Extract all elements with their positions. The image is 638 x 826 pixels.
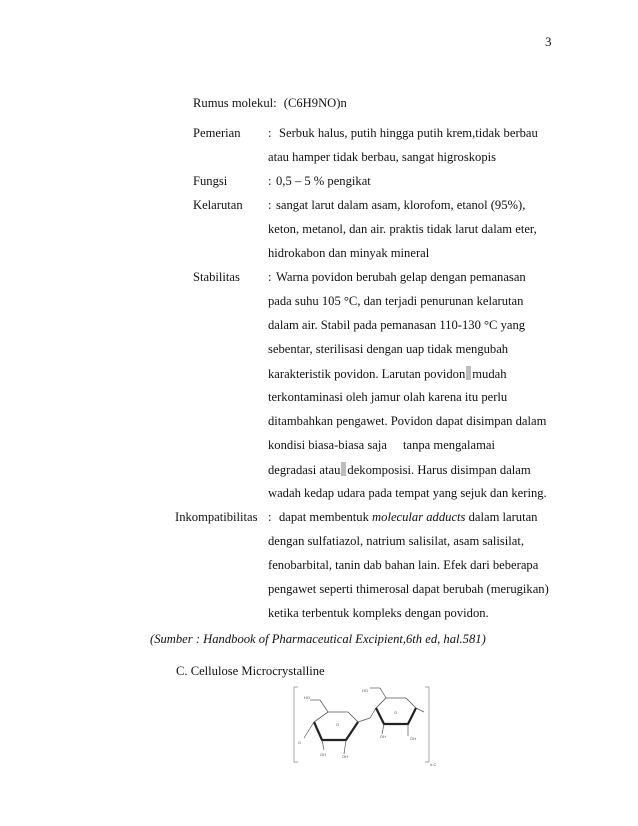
stabilitas-line-5-a: karakteristik povidon. Larutan povidon bbox=[268, 367, 466, 381]
label-oh-mid: OH bbox=[380, 734, 386, 739]
inkompatibilitas-line-5: ketika terbentuk kompleks dengan povidon. bbox=[268, 606, 489, 620]
formula-row bbox=[193, 96, 347, 111]
inkompatibilitas-line-3: fenobarbital, tanin dab bahan lain. Efek dari beberapa bbox=[268, 558, 539, 572]
cellulose-structure-diagram bbox=[284, 682, 444, 772]
inkompatibilitas-line-1-italic: molecular adducts bbox=[372, 510, 466, 524]
stabilitas-line-1: Warna povidon berubah gelap dengan pemanasan bbox=[276, 270, 526, 284]
stabilitas-line-8b: tanpa mengalamai bbox=[403, 438, 495, 452]
inkompatibilitas-line-2: dengan sulfatiazol, natrium salisilat, asam salisilat, bbox=[268, 534, 525, 548]
stabilitas-line-9-a: degradasi atau bbox=[268, 463, 341, 477]
stabilitas-line-5-b: mudah bbox=[472, 367, 507, 381]
label-nc: n-C bbox=[430, 762, 437, 767]
fungsi-value: 0,5 – 5 % pengikat bbox=[276, 174, 371, 188]
highlight-mark bbox=[466, 366, 471, 380]
label-oh-left: OH bbox=[320, 752, 326, 757]
stabilitas-line-6: terkontaminasi oleh jamur olah karena itu perlu bbox=[268, 390, 508, 404]
formula-label: Rumus molekul: bbox=[193, 96, 277, 110]
stabilitas-line-3: dalam air. Stabil pada pemanasan 110-130 °C yang bbox=[268, 318, 526, 332]
kelarutan-line-3: hidrokabon dan minyak mineral bbox=[268, 246, 430, 260]
stabilitas-colon: : bbox=[268, 270, 272, 284]
inkompatibilitas-line-1-post: dalam larutan bbox=[468, 510, 538, 524]
label-oh-bottom: OH bbox=[342, 754, 348, 759]
kelarutan-line-2: keton, metanol, dan air. praktis tidak larut dalam eter, bbox=[268, 222, 537, 236]
label-o-end: O bbox=[298, 740, 302, 745]
stabilitas-line-2: pada suhu 105 °C, dan terjadi penurunan kelarutan bbox=[268, 294, 524, 308]
kelarutan-label: Kelarutan bbox=[193, 198, 243, 212]
stabilitas-label: Stabilitas bbox=[193, 270, 240, 284]
stabilitas-line-9-b: dekomposisi. Harus disimpan dalam bbox=[347, 463, 531, 477]
page-number: 3 bbox=[545, 34, 552, 49]
pemerian-colon: : bbox=[268, 126, 272, 140]
inkompatibilitas-line-1 bbox=[279, 510, 537, 525]
highlight-mark bbox=[341, 462, 346, 476]
label-o-ring-left: O bbox=[336, 722, 340, 727]
stabilitas-line-8a: kondisi biasa-biasa saja bbox=[268, 438, 387, 452]
inkompatibilitas-label: Inkompatibilitas bbox=[175, 510, 258, 524]
pemerian-label: Pemerian bbox=[193, 126, 241, 140]
fungsi-label: Fungsi bbox=[193, 174, 228, 188]
inkompatibilitas-line-4: pengawet seperti thimerosal dapat berubah (merugikan) bbox=[268, 582, 549, 596]
stabilitas-line-10: wadah kedap udara pada tempat yang sejuk dan kering. bbox=[268, 486, 547, 500]
stabilitas-line-4: sebentar, sterilisasi dengan uap tidak mengubah bbox=[268, 342, 509, 356]
right-bracket bbox=[425, 687, 429, 762]
stabilitas-line-9 bbox=[268, 462, 531, 478]
label-o-ring-right: O bbox=[394, 710, 398, 715]
label-ho-top: HO bbox=[362, 688, 368, 693]
pemerian-line-2: atau hamper tidak berbau, sangat higroskopis bbox=[268, 150, 497, 164]
left-glucose-ring bbox=[304, 700, 376, 754]
pemerian-line-1: Serbuk halus, putih hingga putih krem,tidak berbau bbox=[279, 126, 538, 140]
kelarutan-line-1: sangat larut dalam asam, klorofom, etanol (95%), bbox=[276, 198, 526, 212]
inkompatibilitas-colon: : bbox=[268, 510, 272, 524]
fungsi-colon: : bbox=[268, 174, 272, 188]
source-citation: (Sumber : Handbook of Pharmaceutical Excipient,6th ed, hal.581) bbox=[150, 632, 486, 646]
stabilitas-line-7: ditambahkan pengawet. Povidon dapat disimpan dalam bbox=[268, 414, 547, 428]
label-oh-right: OH bbox=[410, 736, 416, 741]
left-bracket bbox=[294, 687, 298, 762]
section-c-heading: C. Cellulose Microcrystalline bbox=[176, 664, 325, 678]
inkompatibilitas-line-1-pre: dapat membentuk bbox=[279, 510, 369, 524]
label-ho-left: HO bbox=[304, 695, 310, 700]
formula-value: (C6H9NO)n bbox=[283, 96, 347, 110]
kelarutan-colon: : bbox=[268, 198, 272, 212]
stabilitas-line-5 bbox=[268, 366, 507, 382]
